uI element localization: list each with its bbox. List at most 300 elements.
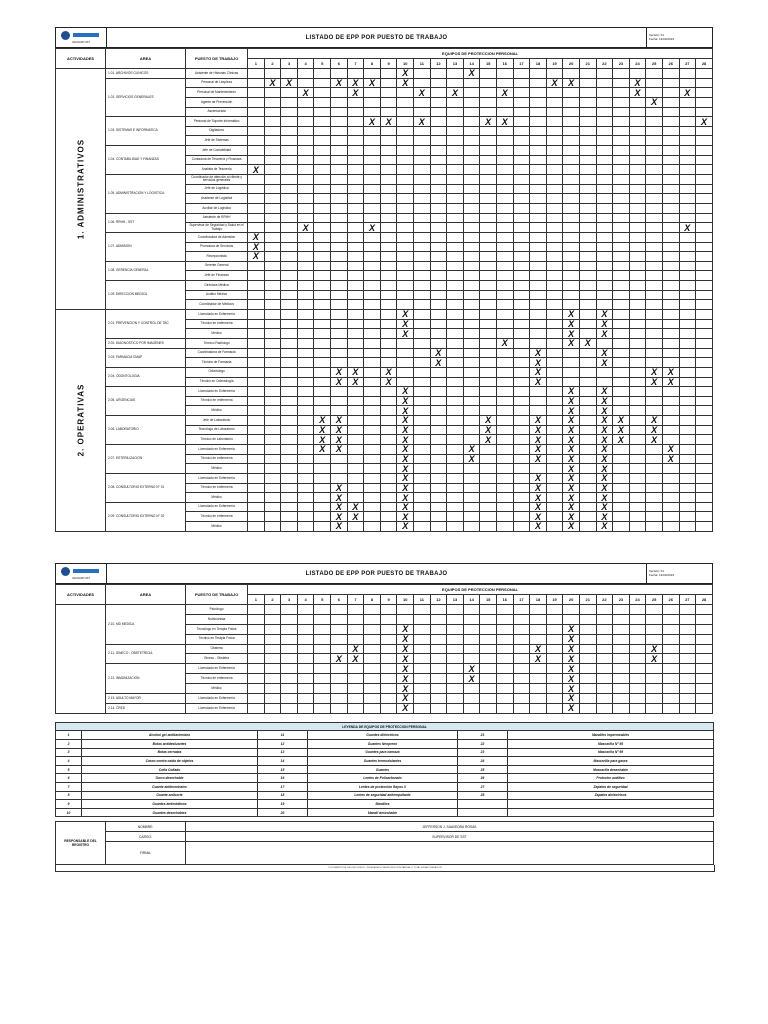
position-cell: Médico xyxy=(186,406,248,416)
epp-cell xyxy=(364,242,381,252)
epp-mark: X xyxy=(331,512,348,522)
epp-cell xyxy=(430,184,447,194)
table-row xyxy=(56,348,713,358)
sheet-page-2 xyxy=(55,563,713,872)
epp-cell xyxy=(380,493,397,503)
epp-cell xyxy=(430,242,447,252)
epp-mark: X xyxy=(530,512,547,522)
epp-cell xyxy=(579,512,596,522)
epp-cell xyxy=(364,338,381,348)
epp-cell xyxy=(347,522,364,532)
legend-number: 5 xyxy=(56,765,82,774)
epp-cell xyxy=(414,605,431,615)
epp-cell xyxy=(281,406,298,416)
epp-cell xyxy=(314,252,331,262)
epp-mark: X xyxy=(596,387,613,397)
epp-cell xyxy=(331,300,348,310)
epp-cell xyxy=(447,97,464,107)
epp-cell xyxy=(513,502,530,512)
epp-cell xyxy=(414,319,431,329)
epp-mark: X xyxy=(397,396,414,406)
epp-cell xyxy=(480,271,497,281)
epp-mark: X xyxy=(397,634,414,644)
epp-cell xyxy=(397,194,414,204)
epp-cell xyxy=(380,175,397,185)
epp-cell xyxy=(364,464,381,474)
epp-cell xyxy=(513,435,530,445)
epp-mark: X xyxy=(397,522,414,532)
epp-cell xyxy=(613,358,630,368)
position-cell: Recepcionista xyxy=(186,252,248,262)
epp-mark: X xyxy=(563,512,580,522)
epp-cell xyxy=(629,634,646,644)
epp-cell xyxy=(596,605,613,615)
epp-cell xyxy=(579,684,596,694)
epp-mark: X xyxy=(331,493,348,503)
epp-cell xyxy=(264,184,281,194)
epp-cell xyxy=(662,348,679,358)
epp-cell xyxy=(696,329,713,339)
epp-cell xyxy=(248,522,265,532)
epp-cell xyxy=(662,184,679,194)
epp-cell xyxy=(414,406,431,416)
epp-mark: X xyxy=(679,88,696,98)
epp-cell xyxy=(646,684,663,694)
epp-cell xyxy=(679,387,696,397)
epp-cell xyxy=(496,203,513,213)
epp-cell xyxy=(613,502,630,512)
epp-cell xyxy=(546,502,563,512)
epp-cell xyxy=(347,396,364,406)
epp-cell xyxy=(380,88,397,98)
epp-mark: X xyxy=(530,502,547,512)
epp-cell xyxy=(579,396,596,406)
epp-cell xyxy=(281,242,298,252)
epp-cell xyxy=(314,69,331,79)
epp-cell xyxy=(347,338,364,348)
epp-cell xyxy=(629,97,646,107)
epp-cell xyxy=(696,624,713,634)
epp-cell xyxy=(579,69,596,79)
area-cell: 1.07. ADMISION xyxy=(106,232,186,261)
epp-cell xyxy=(447,473,464,483)
epp-cell xyxy=(314,271,331,281)
epp-cell xyxy=(613,319,630,329)
epp-cell xyxy=(596,281,613,291)
legend-item: Mandil desechable xyxy=(308,808,458,817)
epp-mark: X xyxy=(530,644,547,654)
epp-cell xyxy=(579,310,596,320)
epp-cell xyxy=(463,146,480,156)
epp-cell xyxy=(696,88,713,98)
epp-cell xyxy=(530,88,547,98)
epp-cell xyxy=(480,624,497,634)
epp-cell xyxy=(430,367,447,377)
position-cell: Técnico en Terapia Física xyxy=(186,634,248,644)
epp-cell xyxy=(513,78,530,88)
epp-cell xyxy=(679,435,696,445)
epp-cell xyxy=(248,117,265,127)
epp-mark: X xyxy=(397,444,414,454)
epp-cell xyxy=(480,146,497,156)
epp-cell xyxy=(297,703,314,713)
epp-cell xyxy=(613,387,630,397)
epp-cell xyxy=(430,406,447,416)
epp-cell xyxy=(629,175,646,185)
epp-cell xyxy=(696,502,713,512)
epp-cell xyxy=(248,664,265,674)
epp-cell xyxy=(613,377,630,387)
epp-mark: X xyxy=(397,493,414,503)
epp-cell xyxy=(629,416,646,426)
epp-cell xyxy=(380,684,397,694)
epp-cell xyxy=(496,78,513,88)
epp-cell xyxy=(380,664,397,674)
epp-cell xyxy=(696,674,713,684)
position-cell: Licenciado en Enfermería xyxy=(186,444,248,454)
epp-cell xyxy=(546,425,563,435)
epp-cell xyxy=(596,136,613,146)
epp-cell xyxy=(629,126,646,136)
area-cell: 1.01. ARCHIVOS CLINICOS xyxy=(106,69,186,79)
area-cell: 2.13. ADULTO MAYOR xyxy=(106,694,186,704)
epp-cell xyxy=(480,377,497,387)
epp-cell xyxy=(463,232,480,242)
epp-cell xyxy=(480,213,497,223)
epp-cell xyxy=(613,348,630,358)
legend-item: Botas antideslizantes xyxy=(82,739,258,748)
epp-mark: X xyxy=(397,310,414,320)
epp-mark: X xyxy=(563,502,580,512)
epp-cell xyxy=(679,300,696,310)
epp-cell xyxy=(281,252,298,262)
legend-row xyxy=(56,808,714,817)
epp-cell xyxy=(414,358,431,368)
epp-cell xyxy=(646,348,663,358)
epp-cell xyxy=(463,203,480,213)
epp-cell xyxy=(397,348,414,358)
epp-cell xyxy=(264,493,281,503)
epp-cell xyxy=(447,416,464,426)
epp-cell xyxy=(696,348,713,358)
epp-cell xyxy=(513,522,530,532)
epp-cell xyxy=(463,184,480,194)
epp-cell xyxy=(662,684,679,694)
responsible-block xyxy=(55,821,714,865)
epp-cell xyxy=(463,348,480,358)
epp-cell xyxy=(596,97,613,107)
epp-cell xyxy=(463,684,480,694)
epp-mark: X xyxy=(463,69,480,79)
position-cell: Técnico Radiólogo xyxy=(186,338,248,348)
epp-cell xyxy=(696,435,713,445)
epp-cell xyxy=(414,155,431,165)
legend-number: 2 xyxy=(56,739,82,748)
epp-cell xyxy=(248,203,265,213)
epp-mark: X xyxy=(347,644,364,654)
epp-cell xyxy=(629,473,646,483)
epp-cell xyxy=(646,502,663,512)
epp-cell xyxy=(314,242,331,252)
area-cell: 2.06. LABORATORIO xyxy=(106,416,186,445)
epp-cell xyxy=(513,261,530,271)
epp-cell xyxy=(662,261,679,271)
epp-cell xyxy=(281,69,298,79)
epp-cell xyxy=(546,107,563,117)
epp-mark: X xyxy=(331,425,348,435)
epp-mark: X xyxy=(297,88,314,98)
legend-item: Zapatos de seguridad xyxy=(508,782,714,791)
epp-cell xyxy=(347,684,364,694)
epp-cell xyxy=(513,203,530,213)
epp-cell xyxy=(579,435,596,445)
legend-item: Zapatos dieléctricos xyxy=(508,791,714,800)
epp-cell xyxy=(397,377,414,387)
position-cell: Auditor Médico xyxy=(186,290,248,300)
epp-cell xyxy=(380,281,397,291)
epp-cell xyxy=(364,348,381,358)
epp-cell xyxy=(264,126,281,136)
epp-cell xyxy=(414,300,431,310)
epp-number: 5 xyxy=(314,59,331,69)
epp-cell xyxy=(347,624,364,634)
epp-cell xyxy=(563,136,580,146)
epp-cell xyxy=(629,454,646,464)
epp-cell xyxy=(613,483,630,493)
epp-cell xyxy=(513,454,530,464)
table-row xyxy=(56,175,713,185)
epp-cell xyxy=(264,97,281,107)
epp-cell xyxy=(496,522,513,532)
epp-cell xyxy=(331,242,348,252)
epp-cell xyxy=(447,703,464,713)
epp-cell xyxy=(613,674,630,684)
epp-cell xyxy=(447,367,464,377)
epp-cell xyxy=(596,377,613,387)
epp-cell xyxy=(347,387,364,397)
epp-mark: X xyxy=(248,252,265,262)
cargo-label: CARGO: xyxy=(106,832,186,842)
epp-cell xyxy=(629,396,646,406)
epp-cell xyxy=(414,377,431,387)
epp-cell xyxy=(530,213,547,223)
epp-cell xyxy=(629,674,646,684)
epp-number: 26 xyxy=(662,59,679,69)
epp-cell xyxy=(281,644,298,654)
epp-cell xyxy=(596,88,613,98)
epp-cell xyxy=(281,348,298,358)
epp-cell xyxy=(447,194,464,204)
epp-cell xyxy=(430,483,447,493)
epp-cell xyxy=(546,624,563,634)
epp-cell xyxy=(696,367,713,377)
position-cell: Obstetra xyxy=(186,644,248,654)
epp-cell xyxy=(513,136,530,146)
epp-cell xyxy=(596,78,613,88)
epp-cell xyxy=(513,624,530,634)
epp-cell xyxy=(281,614,298,624)
epp-cell xyxy=(579,634,596,644)
epp-cell xyxy=(264,310,281,320)
epp-cell xyxy=(347,454,364,464)
epp-mark: X xyxy=(546,78,563,88)
epp-number: 5 xyxy=(314,595,331,605)
epp-cell xyxy=(281,454,298,464)
epp-cell xyxy=(496,261,513,271)
epp-cell xyxy=(696,261,713,271)
epp-mark: X xyxy=(563,634,580,644)
epp-cell xyxy=(347,136,364,146)
epp-cell xyxy=(696,664,713,674)
epp-cell xyxy=(696,694,713,704)
epp-cell xyxy=(480,444,497,454)
epp-grid xyxy=(55,584,713,714)
epp-cell xyxy=(430,522,447,532)
epp-mark: X xyxy=(530,493,547,503)
epp-cell xyxy=(380,703,397,713)
epp-cell xyxy=(696,165,713,175)
epp-mark: X xyxy=(331,416,348,426)
epp-mark: X xyxy=(563,493,580,503)
epp-cell xyxy=(579,674,596,684)
epp-mark: X xyxy=(563,483,580,493)
epp-cell xyxy=(430,165,447,175)
epp-cell xyxy=(248,614,265,624)
epp-cell xyxy=(248,348,265,358)
area-cell: 2.12. INMUNIZACION xyxy=(106,664,186,694)
epp-number: 16 xyxy=(496,59,513,69)
epp-cell xyxy=(430,654,447,664)
epp-cell xyxy=(613,252,630,262)
epp-cell xyxy=(264,194,281,204)
epp-cell xyxy=(563,367,580,377)
epp-cell xyxy=(248,261,265,271)
epp-cell xyxy=(629,281,646,291)
legend-number: 12 xyxy=(258,739,308,748)
epp-cell xyxy=(297,473,314,483)
epp-cell xyxy=(331,194,348,204)
position-cell: Nutricionista xyxy=(186,614,248,624)
epp-cell xyxy=(347,435,364,445)
epp-cell xyxy=(331,232,348,242)
epp-cell xyxy=(430,664,447,674)
epp-cell xyxy=(696,242,713,252)
position-cell: Tecnólogo en Terapia Física xyxy=(186,624,248,634)
epp-mark: X xyxy=(596,348,613,358)
epp-cell xyxy=(414,261,431,271)
epp-cell xyxy=(447,614,464,624)
epp-cell xyxy=(530,165,547,175)
epp-mark: X xyxy=(563,674,580,684)
epp-cell xyxy=(480,367,497,377)
epp-cell xyxy=(679,634,696,644)
epp-cell xyxy=(264,367,281,377)
epp-cell xyxy=(480,107,497,117)
epp-cell xyxy=(397,232,414,242)
epp-cell xyxy=(579,473,596,483)
epp-cell xyxy=(513,425,530,435)
epp-cell xyxy=(646,464,663,474)
epp-cell xyxy=(414,493,431,503)
epp-cell xyxy=(480,348,497,358)
epp-mark: X xyxy=(596,425,613,435)
logo-mark-icon xyxy=(61,31,101,40)
epp-mark: X xyxy=(331,654,348,664)
epp-cell xyxy=(530,634,547,644)
epp-cell xyxy=(480,493,497,503)
epp-cell xyxy=(380,232,397,242)
epp-cell xyxy=(480,502,497,512)
epp-cell xyxy=(331,223,348,233)
document-title: LISTADO DE EPP POR PUESTO DE TRABAJO xyxy=(305,570,448,577)
epp-cell xyxy=(696,184,713,194)
epp-cell xyxy=(430,252,447,262)
area-cell: 1.03. SISTEMAS E INFORMATICA xyxy=(106,117,186,146)
epp-cell xyxy=(430,300,447,310)
epp-cell xyxy=(463,107,480,117)
epp-cell xyxy=(662,136,679,146)
epp-cell xyxy=(530,396,547,406)
legend-row xyxy=(56,774,714,783)
epp-cell xyxy=(480,126,497,136)
epp-cell xyxy=(281,522,298,532)
epp-cell xyxy=(696,644,713,654)
epp-cell xyxy=(613,396,630,406)
legend-item: Guante antiterminales xyxy=(82,782,258,791)
epp-cell xyxy=(347,614,364,624)
epp-cell xyxy=(430,136,447,146)
epp-cell xyxy=(629,338,646,348)
epp-cell xyxy=(480,329,497,339)
position-cell: Asistente de RRHH xyxy=(186,213,248,223)
epp-cell xyxy=(696,319,713,329)
epp-cell xyxy=(364,406,381,416)
epp-cell xyxy=(596,300,613,310)
clinic-logo xyxy=(56,28,107,47)
epp-cell xyxy=(264,107,281,117)
epp-cell xyxy=(331,319,348,329)
epp-cell xyxy=(430,281,447,291)
epp-cell xyxy=(629,493,646,503)
epp-cell xyxy=(364,435,381,445)
epp-cell xyxy=(579,624,596,634)
epp-cell xyxy=(248,184,265,194)
logo-tag: VALIDADO SST xyxy=(71,577,90,580)
epp-cell xyxy=(530,261,547,271)
epp-cell xyxy=(248,464,265,474)
epp-cell xyxy=(696,271,713,281)
position-cell: Licenciado en Enfermería xyxy=(186,310,248,320)
epp-cell xyxy=(546,252,563,262)
epp-cell xyxy=(662,435,679,445)
epp-cell xyxy=(646,223,663,233)
epp-cell xyxy=(679,416,696,426)
legend-number: 9 xyxy=(56,800,82,809)
legend-item: Botas cerradas xyxy=(82,748,258,757)
epp-cell xyxy=(496,684,513,694)
epp-cell xyxy=(596,703,613,713)
epp-cell xyxy=(331,348,348,358)
epp-number: 11 xyxy=(414,59,431,69)
epp-cell xyxy=(347,310,364,320)
epp-cell xyxy=(596,644,613,654)
epp-cell xyxy=(347,97,364,107)
epp-cell xyxy=(331,694,348,704)
epp-cell xyxy=(264,416,281,426)
epp-cell xyxy=(513,694,530,704)
epp-cell xyxy=(463,387,480,397)
epp-cell xyxy=(430,502,447,512)
